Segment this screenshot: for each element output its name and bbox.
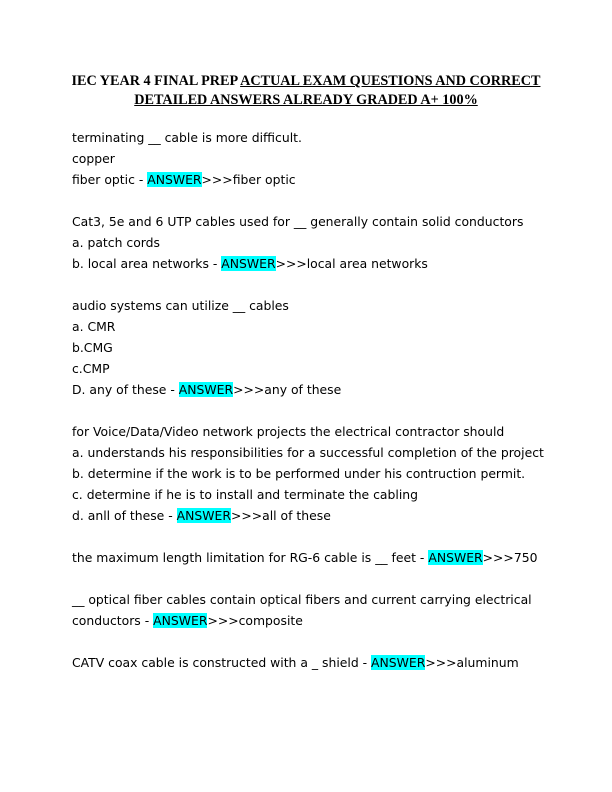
answer-line: [72, 379, 572, 400]
answer-value: any of these: [264, 382, 342, 397]
answer-label-highlight: ANSWER: [147, 172, 202, 187]
answer-value: local area networks: [306, 256, 428, 271]
qa-item: [72, 589, 572, 631]
question-line: b.CMG: [72, 340, 113, 355]
answer-line: [72, 610, 572, 631]
answer-value: 750: [513, 550, 538, 565]
answer-arrows: >>>: [230, 508, 263, 523]
question-line: copper: [72, 151, 115, 166]
answer-arrows: >>>: [233, 382, 265, 397]
qa-item: [72, 127, 572, 190]
answer-value: fiber optic: [232, 172, 296, 187]
answer-arrows: >>>: [425, 655, 457, 670]
answer-line: [72, 547, 572, 568]
qa-list: [72, 127, 572, 694]
answer-line: [72, 253, 572, 274]
qa-item: [72, 421, 572, 526]
qa-item: [72, 547, 572, 568]
answer-lead: b. local area networks -: [72, 256, 222, 271]
answer-label-highlight: ANSWER: [153, 613, 208, 628]
answer-label-highlight: ANSWER: [221, 256, 276, 271]
document-title: [40, 72, 572, 109]
question-line: a. CMR: [72, 319, 116, 334]
question-line: b. determine if the work is to be performed under his contruction permit.: [72, 466, 526, 481]
answer-value: aluminum: [456, 655, 519, 670]
answer-lead: D. any of these -: [72, 382, 179, 397]
answer-line: [72, 652, 572, 673]
question-line: Cat3, 5e and 6 UTP cables used for __ generally contain solid conductors: [72, 214, 524, 229]
answer-arrows: >>>: [207, 613, 239, 628]
answer-arrows: >>>: [482, 550, 514, 565]
question-line: terminating __ cable is more difficult.: [72, 130, 302, 145]
qa-item: [72, 211, 572, 274]
title-underlined-line-2: DETAILED ANSWERS ALREADY GRADED A+ 100%: [134, 91, 478, 108]
answer-lead: CATV coax cable is constructed with a _ shield -: [72, 655, 372, 670]
answer-lead: conductors -: [72, 613, 154, 628]
answer-line: [72, 169, 572, 190]
answer-arrows: >>>: [201, 172, 233, 187]
question-line: a. patch cords: [72, 235, 160, 250]
qa-item: [72, 652, 572, 673]
question-line: a. understands his responsibilities for a successful completion of the project: [72, 445, 544, 460]
question-line: for Voice/Data/Video network projects the electrical contractor should: [72, 424, 505, 439]
title-prefix: IEC YEAR 4 FINAL PREP: [71, 73, 241, 89]
title-underlined-line-1: ACTUAL EXAM QUESTIONS AND CORRECT: [240, 73, 541, 89]
answer-arrows: >>>: [275, 256, 307, 271]
question-line: c.CMP: [72, 361, 110, 376]
qa-item: [72, 295, 572, 400]
answer-lead: the maximum length limitation for RG-6 cable is __ feet -: [72, 550, 429, 565]
answer-value: composite: [238, 613, 303, 628]
question-line: c. determine if he is to install and terminate the cabling: [72, 487, 418, 502]
answer-label-highlight: ANSWER: [176, 508, 231, 523]
answer-lead: fiber optic -: [72, 172, 148, 187]
answer-label-highlight: ANSWER: [178, 382, 234, 397]
answer-lead: d. anll of these -: [72, 508, 177, 523]
question-line: __ optical fiber cables contain optical fibers and current carrying electrical: [72, 592, 532, 607]
question-line: audio systems can utilize __ cables: [72, 298, 289, 313]
answer-label-highlight: ANSWER: [371, 655, 426, 670]
answer-value: all of these: [262, 508, 331, 523]
answer-label-highlight: ANSWER: [428, 550, 483, 565]
answer-line: [72, 505, 572, 526]
